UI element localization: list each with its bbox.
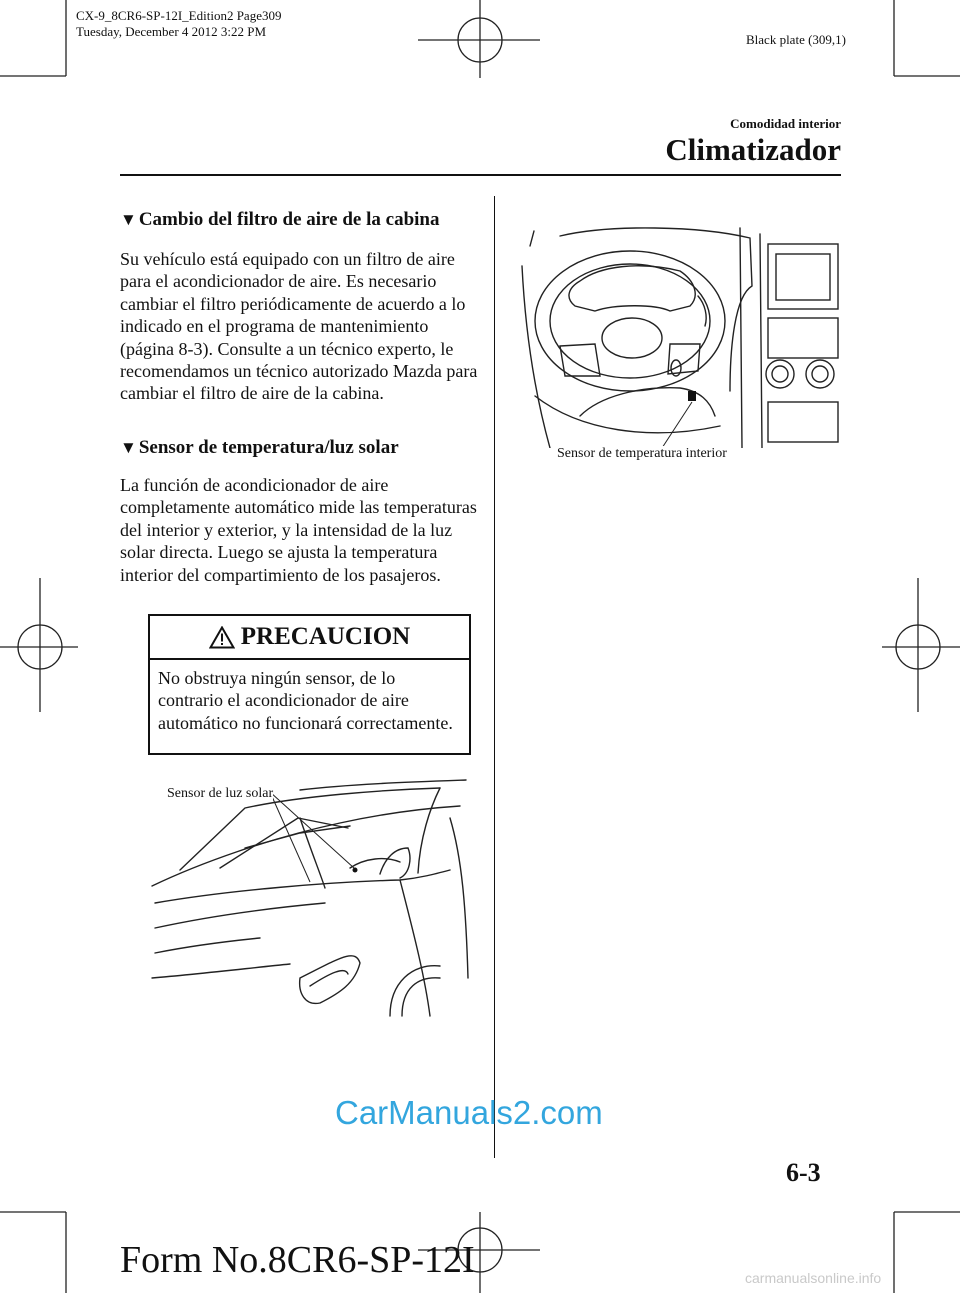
caution-header <box>150 616 469 660</box>
page-title: Climatizador <box>665 132 841 167</box>
heading-sensor <box>120 437 399 459</box>
header-rule <box>120 174 841 176</box>
plate-info <box>76 8 281 40</box>
heading-cabin-filter-text: Cambio del filtro de aire de la cabina <box>138 209 440 230</box>
triangle-bullet-icon: ▼ <box>120 210 137 229</box>
plate-info-line1: CX-9_8CR6-SP-12I_Edition2 Page309 <box>76 8 282 23</box>
black-plate-label: Black plate (309,1) <box>746 32 846 47</box>
dashboard-illustration <box>520 226 842 448</box>
sun-sensor-label: Sensor de luz solar <box>167 786 274 801</box>
paragraph-sensor: La función de acondicionador de aire completamente automático mide las temperaturas del interior y exterior, y la intensidad de la luz solar directa. Luego se ajusta la temperatura interior del compartimiento de los pasajeros. <box>120 475 477 585</box>
heading-cabin-filter <box>120 209 439 231</box>
caution-title: PRECAUCION <box>240 623 411 650</box>
caution-text: No obstruya ningún sensor, de lo contrario el acondicionador de aire automático no funcionará correctamente. <box>158 668 453 733</box>
interior-temp-sensor-label: Sensor de temperatura interior <box>557 446 727 461</box>
heading-sensor-text: Sensor de temperatura/luz solar <box>138 437 399 458</box>
warning-triangle-icon <box>209 626 235 649</box>
form-number: Form No.8CR6-SP-12I <box>120 1239 475 1281</box>
caution-box <box>148 614 471 755</box>
section-label: Comodidad interior <box>730 116 841 131</box>
watermark-logo: CarManuals2.com <box>335 1094 603 1131</box>
column-divider <box>494 196 495 1158</box>
plate-info-line2: Tuesday, December 4 2012 3:22 PM <box>76 24 267 39</box>
triangle-bullet-icon: ▼ <box>120 438 137 457</box>
footer-url: carmanualsonline.info <box>745 1270 882 1286</box>
page-number: 6-3 <box>786 1158 821 1187</box>
car-windshield-illustration <box>150 778 470 1018</box>
paragraph-cabin-filter: Su vehículo está equipado con un filtro de aire para el acondicionador de aire. Es necesario cambiar el filtro periódicamente de acuerdo a lo indicado en el programa de mantenimiento (página 8-3). Consulte a un técnico experto, le recomendamos un técnico autorizado Mazda para cambiar el filtro de aire de la cabina. <box>120 249 478 404</box>
